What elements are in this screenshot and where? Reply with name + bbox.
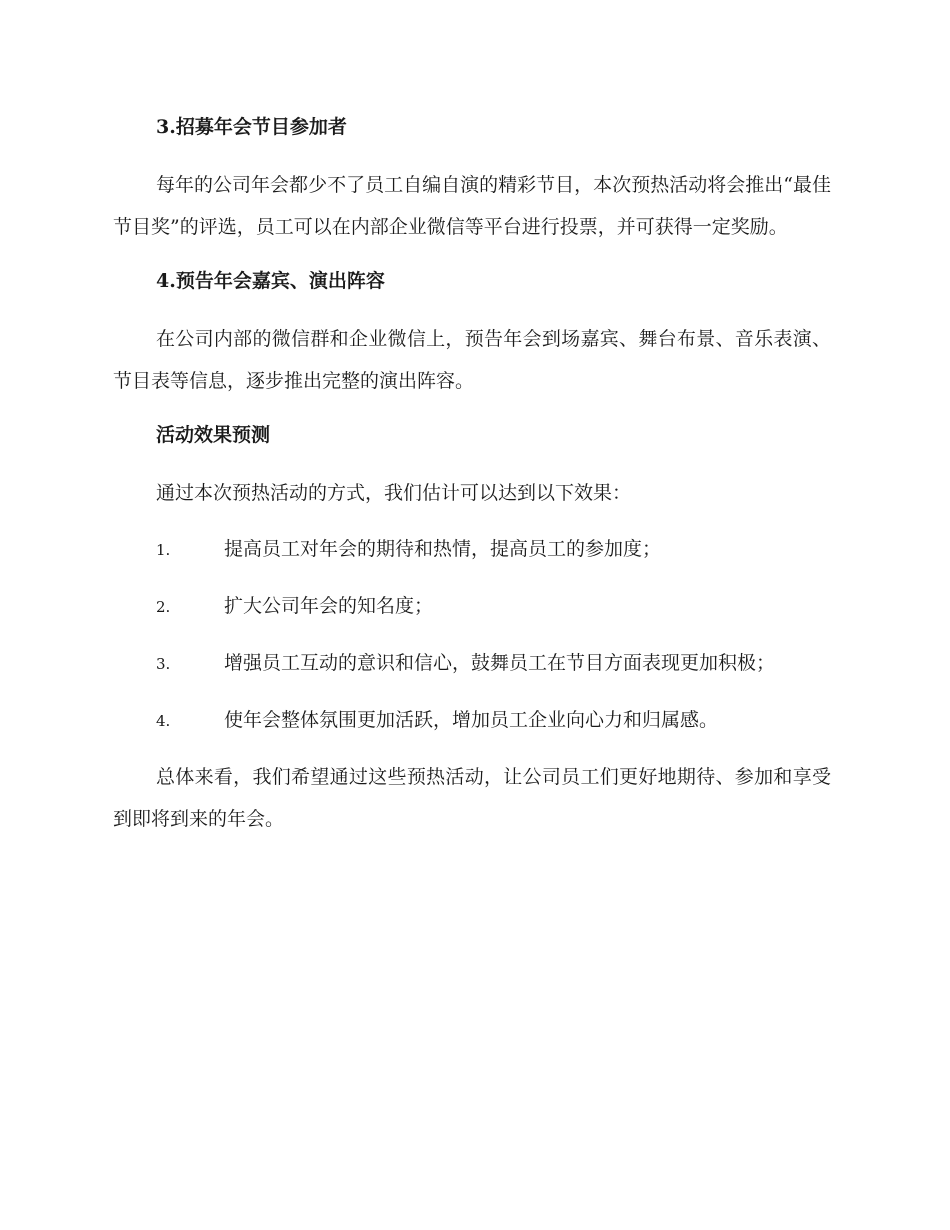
effects-list-item	[113, 585, 831, 628]
list-item-text: 增强员工互动的意识和信心，鼓舞员工在节目方面表现更加积极；	[224, 652, 776, 674]
effects-list-item	[113, 642, 831, 685]
effects-intro-paragraph: 通过本次预热活动的方式，我们估计可以达到以下效果：	[156, 482, 632, 504]
effects-list-item	[113, 699, 831, 742]
list-item-text: 使年会整体氛围更加活跃，增加员工企业向心力和归属感。	[224, 709, 719, 731]
list-item-number: 1.	[156, 541, 171, 559]
section-heading-3: 3.招募年会节目参加者	[156, 116, 347, 138]
effects-heading: 活动效果预测	[156, 424, 271, 446]
effects-list-item	[113, 528, 831, 571]
document-page	[113, 108, 831, 854]
list-item-number: 3.	[156, 655, 171, 673]
section-heading-4: 4.预告年会嘉宾、演出阵容	[156, 270, 385, 292]
section-paragraph-4: 在公司内部的微信群和企业微信上，预告年会到场嘉宾、舞台布景、音乐表演、节目表等信息，逐步推出完整的演出阵容。	[113, 328, 831, 392]
section-paragraph-3: 每年的公司年会都少不了员工自编自演的精彩节目，本次预热活动将会推出“最佳节目奖”的评选，员工可以在内部企业微信等平台进行投票，并可获得一定奖励。	[113, 174, 831, 238]
summary-paragraph: 总体来看，我们希望通过这些预热活动，让公司员工们更好地期待、参加和享受到即将到来的年会。	[113, 766, 831, 830]
list-item-text: 扩大公司年会的知名度；	[224, 595, 434, 617]
list-item-number: 4.	[156, 712, 171, 730]
list-item-number: 2.	[156, 598, 171, 616]
list-item-text: 提高员工对年会的期待和热情，提高员工的参加度；	[224, 538, 662, 560]
